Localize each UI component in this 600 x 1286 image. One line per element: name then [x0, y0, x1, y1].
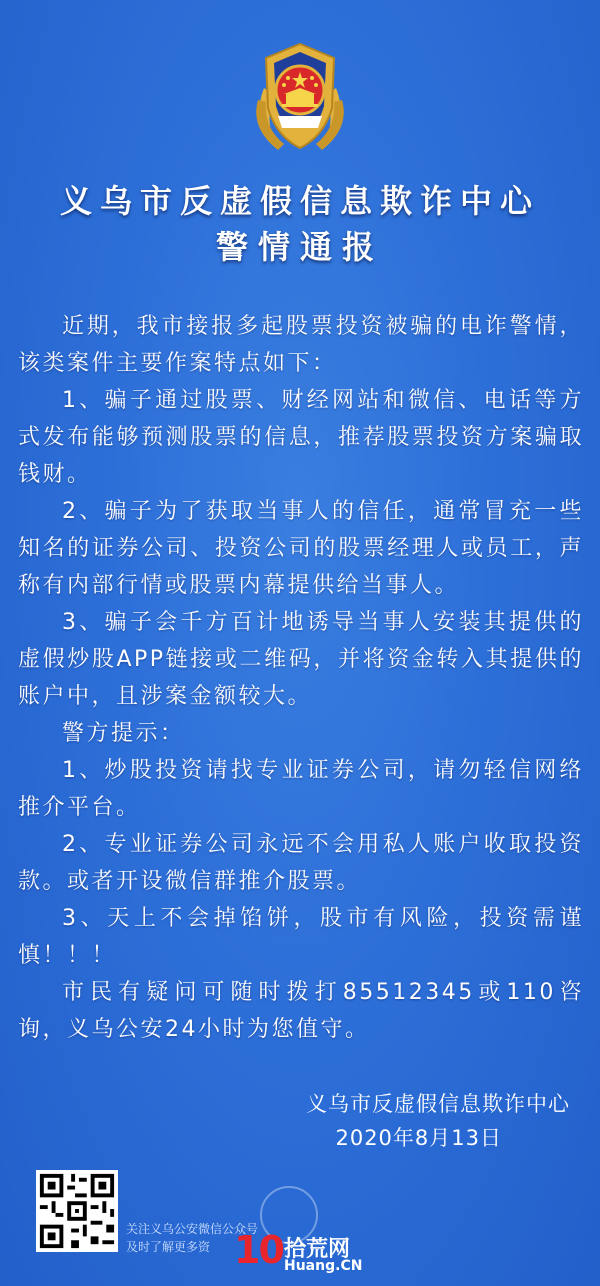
footer-follow-text: 关注义乌公安微信公众号 [126, 1222, 259, 1236]
paragraph: 2、专业证券公司永远不会用私人账户收取投资款。或者开设微信群推介股票。 [18, 832, 584, 894]
paragraph: 3、天上不会掉馅饼，股市有风险，投资需谨慎！！！ [18, 906, 584, 968]
watermark-site-domain: Huang.CN [284, 1258, 363, 1274]
paragraph: 1、炒股投资请找专业证券公司，请勿轻信网络推介平台。 [18, 758, 584, 820]
signature-date: 2020年8月13日 [335, 1126, 502, 1150]
page-title: 义乌市反虚假信息欺诈中心 [59, 182, 540, 220]
signature-org: 义乌市反虚假信息欺诈中心 [306, 1092, 570, 1116]
paragraph: 警方提示： [62, 721, 185, 746]
notice-body [18, 308, 584, 1048]
paragraph: 市民有疑问可随时拨打85512345或110咨询，义乌公安24小时为您值守。 [18, 980, 584, 1042]
watermark-number: 10 [234, 1228, 283, 1272]
footer-info-text: 及时了解更多资 [126, 1240, 211, 1254]
paragraph: 2、骗子为了获取当事人的信任，通常冒充一些知名的证券公司、投资公司的股票经理人或员工，声称有内部行情或股票内幕提供给当事人。 [18, 499, 584, 598]
qr-code-icon[interactable] [36, 1170, 118, 1252]
watermark-site-name: 拾荒网 [284, 1237, 351, 1262]
police-emblem-icon [244, 38, 356, 158]
page-subtitle: 警情通报 [215, 228, 384, 266]
paragraph: 3、骗子会千方百计地诱导当事人安装其提供的虚假炒股APP链接或二维码，并将资金转入其提供的账户中，且涉案金额较大。 [18, 610, 584, 709]
paragraph: 1、骗子通过股票、财经网站和微信、电话等方式发布能够预测股票的信息，推荐股票投资方案骗取钱财。 [18, 388, 584, 487]
paragraph: 近期，我市接报多起股票投资被骗的电诈警情，该类案件主要作案特点如下： [18, 314, 584, 376]
